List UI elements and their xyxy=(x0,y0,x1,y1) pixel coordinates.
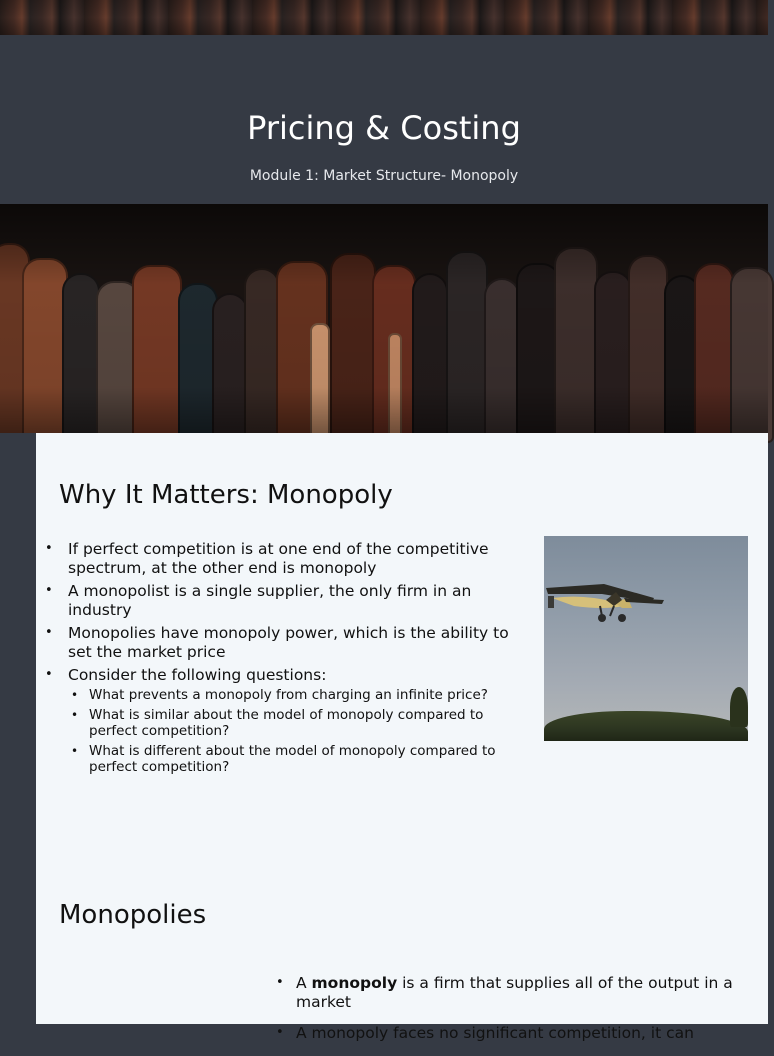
sub-bullet-item: • What is different about the model of monopoly compared to perfect competition? xyxy=(68,743,535,775)
bold-term-monopoly: monopoly xyxy=(311,974,398,992)
wallet-photo-banner xyxy=(0,204,768,433)
bullet-item-label: Consider the following questions: xyxy=(68,666,327,684)
bullet-item: • If perfect competition is at one end of the competitive spectrum, at the other end is monopoly xyxy=(45,540,535,577)
presentation-title: Pricing & Costing xyxy=(247,109,521,147)
airplane-photo xyxy=(544,536,748,741)
why-bullet-list xyxy=(45,540,535,780)
bullet-item: • Monopolies have monopoly power, which is the ability to set the market price xyxy=(45,624,535,661)
wallet-photo-strip-top xyxy=(0,0,768,35)
bullet-item-monopoly-definition: • A monopoly is a firm that supplies all of the output in a market xyxy=(273,974,743,1011)
presentation-subtitle: Module 1: Market Structure- Monopoly xyxy=(249,168,519,184)
bullet-item: • A monopolist is a single supplier, the only firm in an industry xyxy=(45,582,535,619)
sub-bullet-item: • What is similar about the model of monopoly compared to perfect competition? xyxy=(68,707,535,739)
bullet-item-questions xyxy=(45,666,535,775)
title-slide xyxy=(0,35,768,204)
slide-heading-why-it-matters: Why It Matters: Monopoly xyxy=(59,480,393,510)
slide-heading-monopolies: Monopolies xyxy=(59,900,207,930)
sub-bullet-item: • What prevents a monopoly from charging an infinite price? xyxy=(68,687,535,703)
bullet-item: • A monopoly faces no significant competition, it can xyxy=(273,1024,743,1043)
content-slide xyxy=(36,433,768,1042)
slide-left-band xyxy=(0,433,36,1024)
monopolies-bullet-list xyxy=(273,974,743,1056)
question-sub-list xyxy=(68,687,535,775)
